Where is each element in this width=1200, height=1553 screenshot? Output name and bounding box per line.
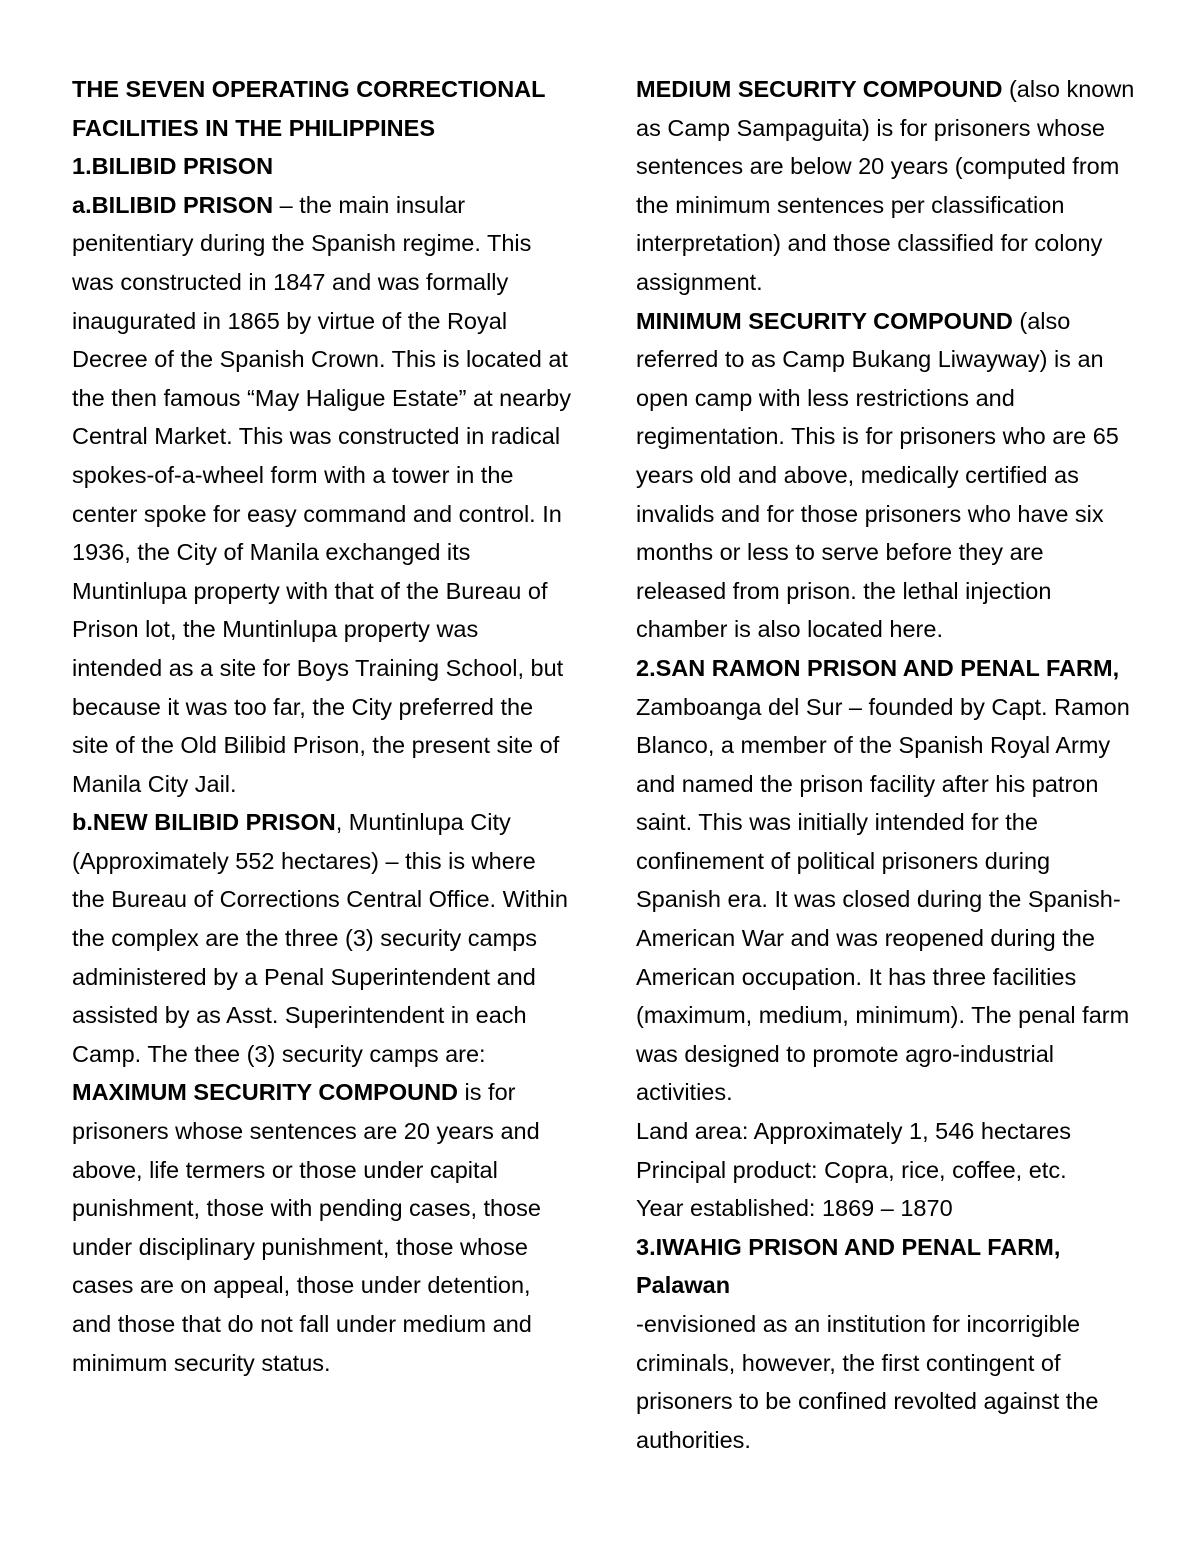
land-area-line: Land area: Approximately 1, 546 hectares (636, 1118, 1072, 1145)
left-column (72, 70, 572, 1382)
paragraph-iwahig: -envisioned as an institution for incorrigible criminals, however, the first contingent of prisoners to be confined revolted against the authorities. (636, 1311, 1099, 1453)
paragraph-san-ramon: Zamboanga del Sur – founded by Capt. Ramon Blanco, a member of the Spanish Royal Army and named the prison facility after his patron saint. This was initially intended for the confinement of political prisoners during Spanish era. It was closed during the Spanish-American War and was reopened during the American occupation. It has three facilities (maximum, medium, minimum). The penal farm was designed to promote agro-industrial activities. (636, 693, 1130, 1106)
new-bilibid-prison-text: , Muntinlupa City (Approximately 552 hectares) – this is where the Bureau of Corrections Central Office. Within the complex are the three (3) security camps administered by a Penal Superintendent and assisted by as Asst. Superintendent in each Camp. The thee (3) security camps are: (72, 809, 568, 1067)
medium-security-text: (also known as Camp Sampaguita) is for prisoners whose sentences are below 20 years (computed from the minimum sentences per classification interpretation) and those classified for colony assignment. (636, 76, 1135, 295)
section-3-heading-line-1: 3.IWAHIG PRISON AND PENAL FARM, (636, 1233, 1061, 1260)
paragraph-minimum-security (636, 302, 1136, 649)
section-3-heading-line-2: Palawan (636, 1272, 731, 1299)
bilibid-prison-label: a.BILIBID PRISON (72, 191, 274, 218)
new-bilibid-prison-label: b.NEW BILIBID PRISON (72, 809, 336, 836)
paragraph-new-bilibid-prison (72, 803, 572, 1073)
document-title-line-2: FACILITIES IN THE PHILIPPINES (72, 114, 435, 141)
paragraph-maximum-security (72, 1073, 572, 1382)
minimum-security-label: MINIMUM SECURITY COMPOUND (636, 307, 1013, 334)
right-column (636, 70, 1136, 1459)
maximum-security-text: is for prisoners whose sentences are 20 years and above, life termers or those under capital punishment, those with pending cases, those under disciplinary punishment, those whose cases are on appeal, those under detention, and those that do not fall under medium and minimum security status. (72, 1079, 541, 1376)
paragraph-medium-security (636, 70, 1136, 302)
year-established-line: Year established: 1869 – 1870 (636, 1195, 953, 1222)
minimum-security-text: (also referred to as Camp Bukang Liwayway) is an open camp with less restrictions and regimentation. This is for prisoners who are 65 years old and above, medically certified as invalids and for those prisoners who have six months or less to serve before they are released from prison. the lethal injection chamber is also located here. (636, 307, 1119, 643)
principal-product-line: Principal product: Copra, rice, coffee, etc. (636, 1156, 1067, 1183)
section-2-heading: 2.SAN RAMON PRISON AND PENAL FARM, (636, 654, 1120, 681)
document-title-line-1: THE SEVEN OPERATING CORRECTIONAL (72, 76, 546, 102)
paragraph-bilibid-prison (72, 186, 572, 804)
bilibid-prison-text: – the main insular penitentiary during the Spanish regime. This was constructed in 1847 and was formally inaugurated in 1865 by virtue of the Royal Decree of the Spanish Crown. This is located at the then famous “May Haligue Estate” at nearby Central Market. This was constructed in radical spokes-of-a-wheel form with a tower in the center spoke for easy command and control. In 1936, the City of Manila exchanged its Muntinlupa property with that of the Bureau of Prison lot, the Muntinlupa property was intended as a site for Boys Training School, but because it was too far, the City preferred the site of the Old Bilibid Prison, the present site of Manila City Jail. (72, 191, 571, 797)
section-1-heading: 1.BILIBID PRISON (72, 153, 274, 180)
medium-security-label: MEDIUM SECURITY COMPOUND (636, 76, 1003, 102)
maximum-security-label: MAXIMUM SECURITY COMPOUND (72, 1079, 459, 1106)
